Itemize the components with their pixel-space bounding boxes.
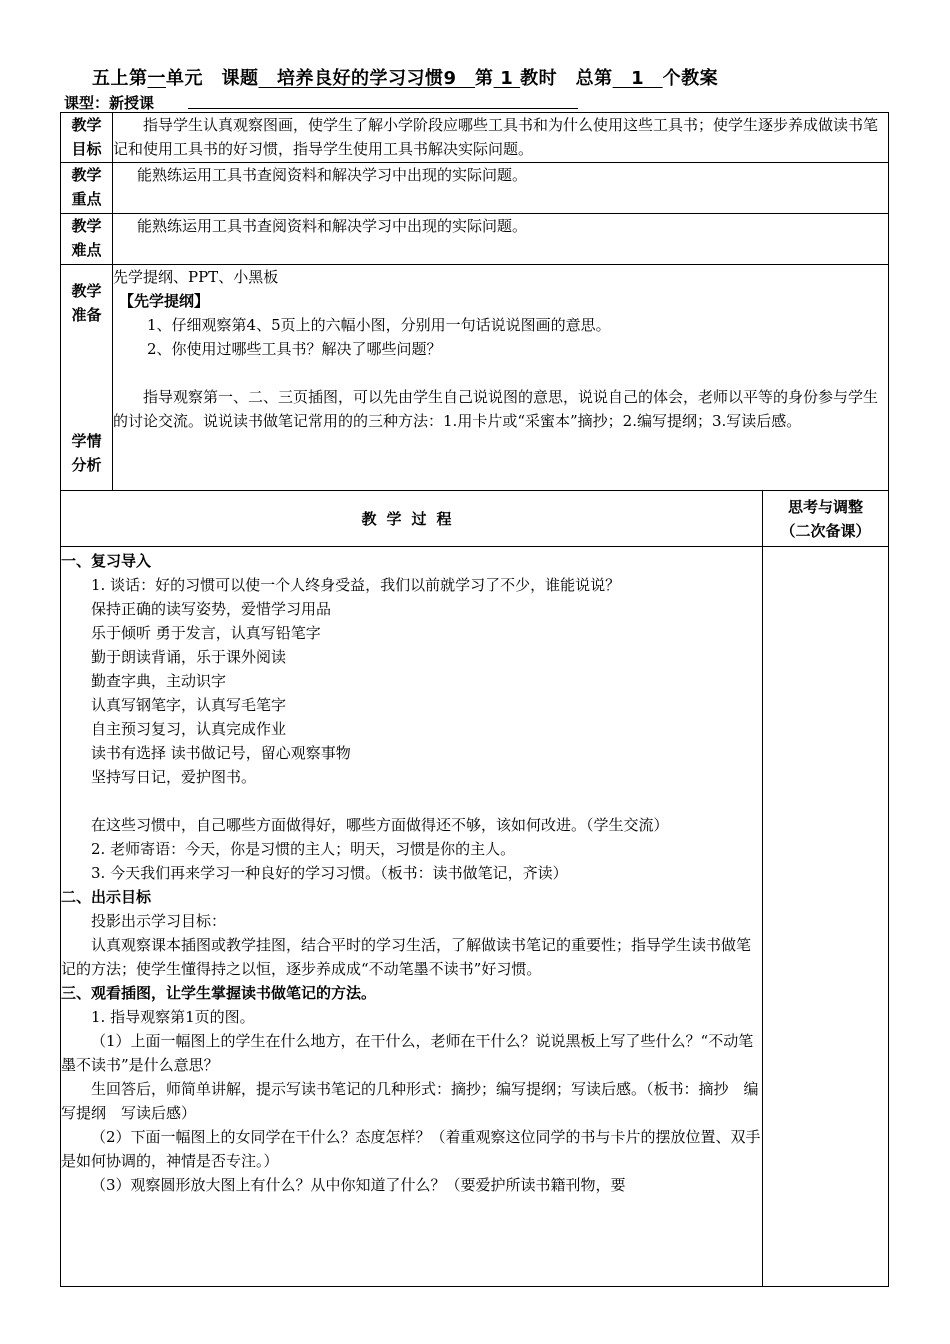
label-analysis bbox=[61, 429, 112, 477]
outline-item-2: 2、你使用过哪些工具书？解决了哪些问题？ bbox=[147, 340, 442, 358]
side-notes-cell bbox=[763, 547, 889, 1287]
process-body bbox=[61, 547, 763, 1287]
prep-text: 先学提纲、PPT、小黑板 bbox=[113, 268, 279, 286]
key-text: 能熟练运用工具书查阅资料和解决学习中出现的实际问题。 bbox=[137, 166, 528, 184]
spacer bbox=[113, 361, 888, 385]
habit-5: 认真写钢笔字，认真写毛笔字 bbox=[91, 696, 287, 714]
label-diff-1: 教学 bbox=[71, 217, 102, 235]
label-key-1: 教学 bbox=[71, 166, 102, 184]
course-type: 课型：新授课 bbox=[64, 94, 155, 112]
goal-text: 指导学生认真观察图画，使学生了解小学阶段应哪些工具书和为什么使用这些工具书；使学生逐步养成做读书笔记和使用工具书的好习惯，指导学生使用工具书解决实际问题。 bbox=[113, 116, 879, 158]
key-cell bbox=[113, 163, 889, 214]
lesson-plan-table bbox=[60, 112, 889, 1287]
label-prep-1: 教学 bbox=[71, 282, 102, 300]
habit-2: 乐于倾听 勇于发言，认真写铅笔字 bbox=[91, 624, 321, 642]
course-type-underline bbox=[188, 108, 578, 109]
label-analysis-2: 分析 bbox=[71, 456, 102, 474]
lesson-number: 1 bbox=[493, 68, 521, 89]
s1-p4: 3. 今天我们再来学习一种良好的学习习惯。（板书：读书做笔记，齐读） bbox=[91, 864, 568, 882]
label-goal-2: 目标 bbox=[71, 140, 102, 158]
side-title-2: （二次备课） bbox=[780, 521, 871, 540]
lesson-plan-title bbox=[92, 64, 718, 90]
s1-p3: 2. 老师寄语：今天，你是习惯的主人；明天，习惯是你的主人。 bbox=[91, 840, 516, 858]
analysis-text: 指导观察第一、二、三页插图，可以先由学生自己说说图的意思，说说自己的体会，老师以平等的身份参与学生的讨论交流。说说读书做笔记常用的的三种方法：1.用卡片或“采蜜本”摘抄；2.编写提纲；3.写读后感。 bbox=[113, 388, 879, 430]
label-key-2: 重点 bbox=[71, 190, 102, 208]
unit-number: 一 bbox=[147, 68, 166, 89]
goal-cell bbox=[113, 113, 889, 163]
habit-4: 勤查字典，主动识字 bbox=[91, 672, 227, 690]
s3-p4: （2）下面一幅图上的女同学在干什么？态度怎样？（着重观察这位同学的书与卡片的摆放位置、双手是如何协调的，神情是否专注。） bbox=[61, 1128, 761, 1170]
process-title: 教学过程 bbox=[61, 491, 763, 547]
s1-p2: 在这些习惯中，自己哪些方面做得好，哪些方面做得还不够，该如何改进。（学生交流） bbox=[91, 816, 669, 834]
habit-1: 保持正确的读写姿势，爱惜学习用品 bbox=[91, 600, 332, 618]
spacer bbox=[61, 789, 762, 813]
label-prep-analysis bbox=[61, 265, 113, 491]
total-number: 1 bbox=[612, 68, 663, 89]
section-3-title: 三、观看插图，让学生掌握读书做笔记的方法。 bbox=[61, 984, 377, 1002]
row-process-body bbox=[61, 547, 889, 1287]
side-title-1: 思考与调整 bbox=[788, 497, 864, 516]
difficulty-text: 能熟练运用工具书查阅资料和解决学习中出现的实际问题。 bbox=[137, 217, 528, 235]
row-difficulty bbox=[61, 214, 889, 265]
s3-p3: 生回答后，师简单讲解，提示写读书笔记的几种形式：摘抄；编写提纲；写读后感。（板书：摘抄 编写提纲 写读后感） bbox=[61, 1080, 759, 1122]
s1-intro: 1. 谈话：好的习惯可以使一个人终身受益，我们以前就学习了不少，谁能说说？ bbox=[91, 576, 621, 594]
s3-p5: （3）观察圆形放大图上有什么？从中你知道了什么？（要爱护所读书籍刊物，要 bbox=[91, 1176, 626, 1194]
s2-p2: 认真观察课本插图或教学挂图，结合平时的学习生活，了解做读书笔记的重要性；指导学生读书做笔记的方法；使学生懂得持之以恒，逐步养成成“不动笔墨不读书”好习惯。 bbox=[61, 936, 752, 978]
s3-p1: 1. 指导观察第1页的图。 bbox=[91, 1008, 255, 1026]
outline-title: 【先学提纲】 bbox=[119, 292, 210, 310]
label-goal bbox=[61, 113, 113, 163]
row-key bbox=[61, 163, 889, 214]
title-text-5: 个教案 bbox=[662, 68, 719, 89]
difficulty-cell bbox=[113, 214, 889, 265]
habit-8: 坚持写日记，爱护图书。 bbox=[91, 768, 257, 786]
s2-p1: 投影出示学习目标： bbox=[91, 912, 227, 930]
habit-3: 勤于朗读背诵，乐于课外阅读 bbox=[91, 648, 287, 666]
s3-p2: （1）上面一幅图上的学生在什么地方，在干什么，老师在干什么？说说黑板上写了些什么？“不动笔墨不读书”是什么意思？ bbox=[61, 1032, 754, 1074]
title-text-3: 第 bbox=[475, 68, 494, 89]
outline-item-1: 1、仔细观察第4、5页上的六幅小图，分别用一句话说说图画的意思。 bbox=[147, 316, 611, 334]
label-diff-2: 难点 bbox=[71, 241, 102, 259]
label-goal-1: 教学 bbox=[71, 116, 102, 134]
row-goal bbox=[61, 113, 889, 163]
section-2-title: 二、出示目标 bbox=[61, 888, 152, 906]
label-difficulty bbox=[61, 214, 113, 265]
prep-analysis-cell bbox=[113, 265, 889, 491]
title-text-4: 教时 总第 bbox=[520, 68, 613, 89]
habit-6: 自主预习复习，认真完成作业 bbox=[91, 720, 287, 738]
label-key bbox=[61, 163, 113, 214]
label-prep bbox=[61, 279, 112, 327]
habit-7: 读书有选择 读书做记号，留心观察事物 bbox=[91, 744, 351, 762]
label-prep-2: 准备 bbox=[71, 306, 102, 324]
label-analysis-1: 学情 bbox=[71, 432, 102, 450]
title-text-2: 单元 课题 bbox=[166, 68, 259, 89]
row-prep-analysis bbox=[61, 265, 889, 491]
title-text-1: 五上第 bbox=[92, 68, 148, 89]
side-column-header bbox=[763, 491, 889, 547]
section-1-title: 一、复习导入 bbox=[61, 552, 152, 570]
row-process-header bbox=[61, 491, 889, 547]
lesson-topic: 培养良好的学习习惯9 bbox=[258, 68, 476, 89]
